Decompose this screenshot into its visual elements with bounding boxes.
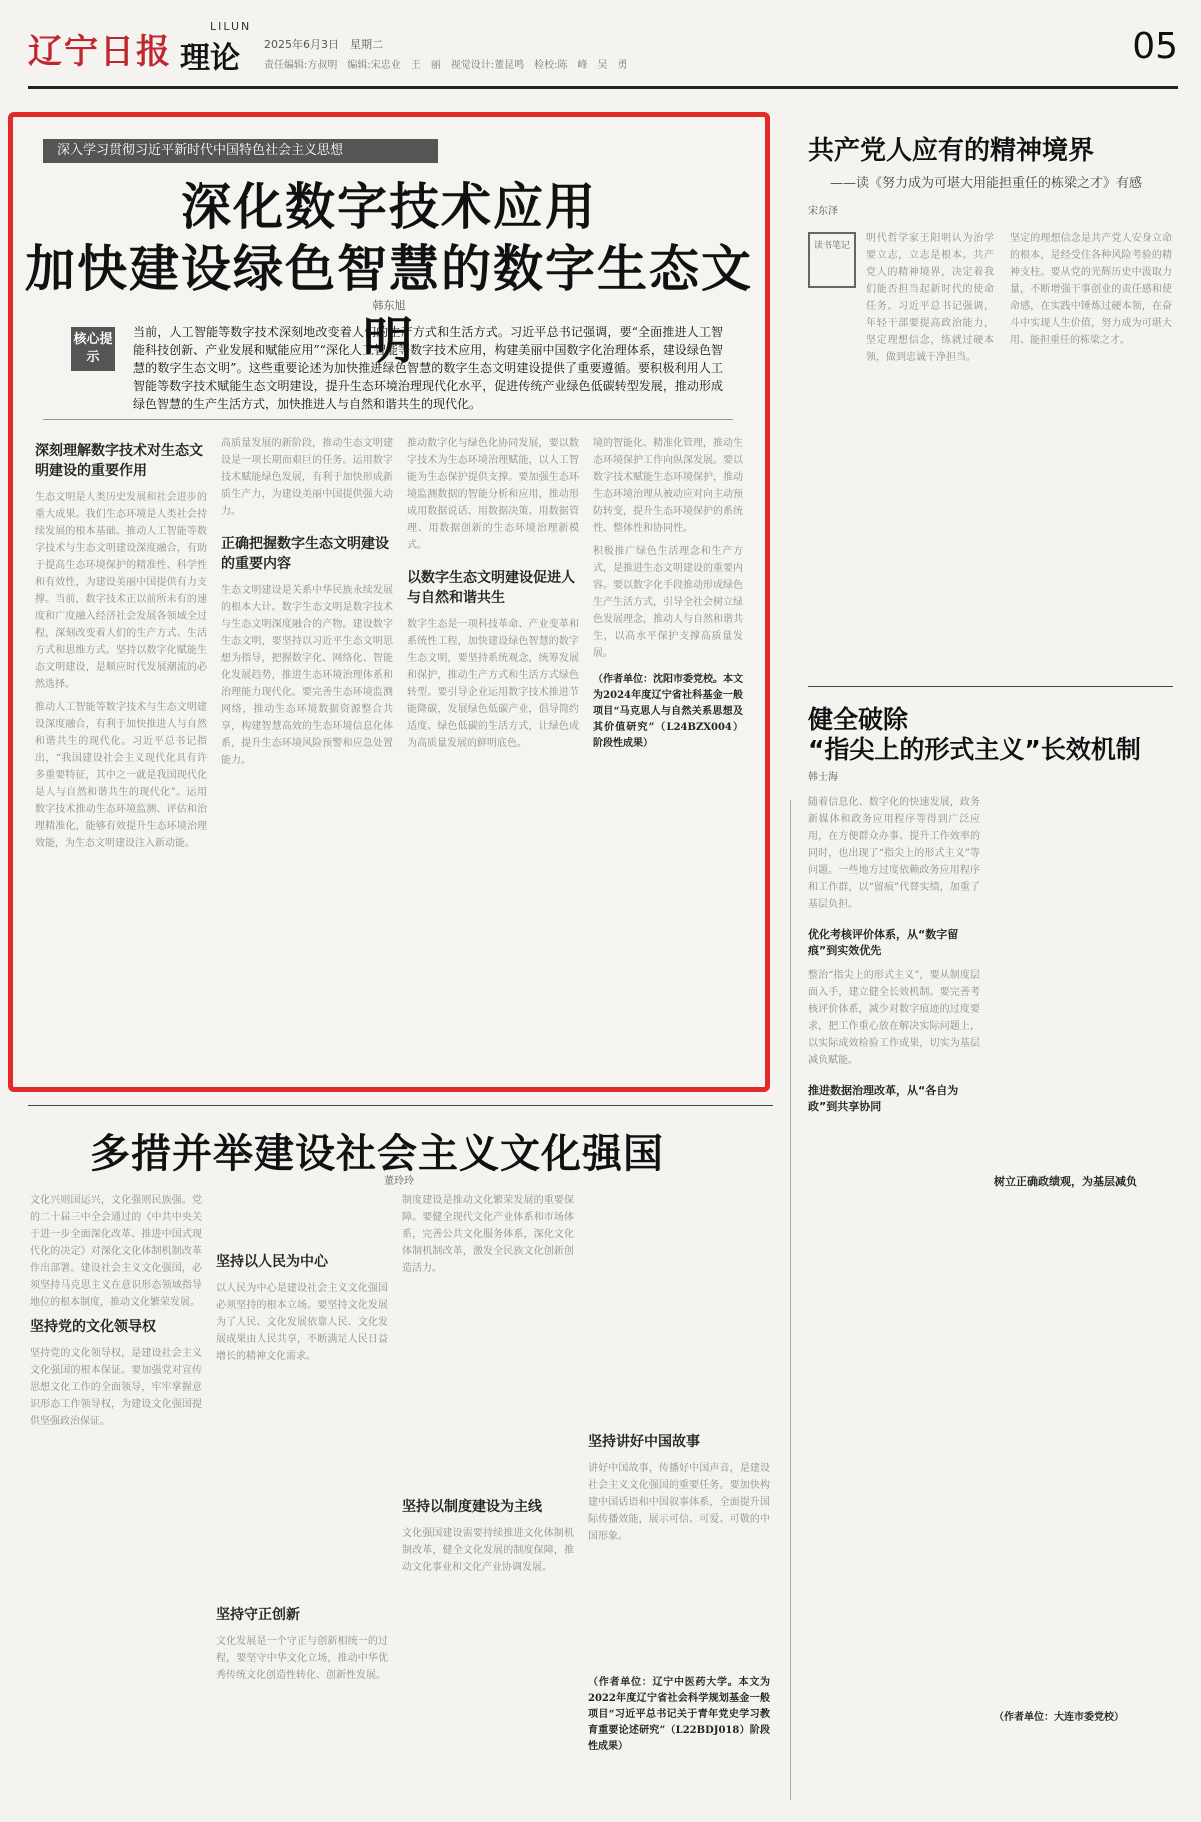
section-en: LILUN [210,20,252,33]
bottom-article-byline: 董玲玲 [384,1176,414,1187]
column-3-text: 推动数字化与绿色化协同发展，要以数字技术为生态环境治理赋能，以人工智能为生态保护提供支撑。要加强生态环境监测数据的智能分析和应用，推动形成用数据说话、用数据决策、用数据管理、用数据创新的生态环境治理新模式。 [407,438,579,551]
core-summary-badge: 核心提示 [71,327,115,371]
right-article-text-1: 明代哲学家王阳明认为治学要立志，立志是根本。共产党人的精神境界，决定着我们能否担当起新时代的使命任务。习近平总书记强调，年轻干部要提高政治能力，坚定理想信念，练就过硬本领，做到忠诚干净担当。 [866,233,994,363]
right-mid-byline: 韩士海 [808,772,838,783]
right-article-text-2: 坚定的理想信念是共产党人安身立命的根本，是经受住各种风险考验的精神支柱。要从党的光辉历史中汲取力量，不断增强干事创业的责任感和使命感，在实践中锤炼过硬本领，在奋斗中实现人生价值，努力成为可堪大用、能担重任的栋梁之才。 [1010,233,1172,346]
reading-notes-badge: 读书笔记 [808,232,856,288]
right-article-subtitle: ——读《努力成为可堪大用能担重任的栋梁之才》有感 [830,176,1143,191]
right-article-byline: 宋东泽 [808,206,838,217]
article-column-2 [221,435,393,1080]
subhead-3: 以数字生态文明建设促进人与自然和谐共生 [407,570,575,606]
column-3b-text: 数字生态是一项科技革命、产业变革和系统性工程，加快建设绿色智慧的数字生态文明，要坚持系统观念，统筹发展和保护，推动生产方式和生活方式绿色转型。要引导企业运用数字技术推进节能降碳，发展绿色低碳产业，倡导简约适度、绿色低碳的生活方式，让绿色成为高质量发展的鲜明底色。 [407,619,579,749]
right-mid-subhead-3: 推进数据治理改革，从“各自为政”到共享协同 [808,1084,959,1113]
right-mid-text-1: 随着信息化、数字化的快速发展，政务新媒体和政务应用程序等得到广泛应用，在方便群众办事、提升工作效率的同时，也出现了“指尖上的形式主义”等问题。一些地方过度依赖政务应用程序和工作群，以“留痕”代替实绩，加重了基层负担。 [808,797,980,910]
core-divider [43,419,733,420]
main-article-footnote: （作者单位：沈阳市委党校。本文为2024年度辽宁省社科基金一般项目“马克思人与自然关系思想及其价值研究”（L24BZX004）阶段性成果） [593,674,743,749]
section-label [180,20,251,77]
right-mid-text-2: 整治“指尖上的形式主义”，要从制度层面入手，建立健全长效机制。要完善考核评价体系，减少对数字痕迹的过度要求，把工作重心放在解决实际问题上，以实际成效检验工作成果，切实为基层减负赋能。 [808,970,980,1066]
headline-line-2: 加快建设绿色智慧的数字生态文明 [25,240,753,370]
bottom-text-4: 文化发展是一个守正与创新相统一的过程，要坚守中华文化立场，推动中华优秀传统文化创造性转化、创新性发展。 [216,1636,388,1681]
column-1b-text: 推动人工智能等数字技术与生态文明建设深度融合，有利于加快推进人与自然和谐共生的现代化。习近平总书记指出，“我国建设社会主义现代化具有许多重要特征，其中之一就是我国现代化是人与自然和谐共生的现代化”。运用数字技术推动生态环境监测、评估和治理精准化，能够有效提升生态环境治理效能，为生态文明建设注入新动能。 [35,702,207,849]
editor-credits: 责任编辑:方叔明 编辑:宋忠业 王 丽 视觉设计:董昆鸣 检校:陈 峰 吴 勇 [264,60,628,71]
bottom-text-5: 制度建设是推动文化繁荣发展的重要保障。要健全现代文化产业体系和市场体系，完善公共文化服务体系，深化文化体制机制改革，激发全民族文化创新创造活力。 [402,1195,574,1274]
newspaper-logo: 辽宁日报 [28,32,172,72]
bottom-text-3: 以人民为中心是建设社会主义文化强国必须坚持的根本立场。要坚持文化发展为了人民、文化发展依靠人民、文化发展成果由人民共享，不断满足人民日益增长的精神文化需求。 [216,1283,388,1362]
bottom-subhead-2: 坚持以人民为中心 [216,1254,328,1270]
right-mid-footnote: （作者单位：大连市委党校） [994,1712,1124,1723]
bottom-column-3 [402,1192,574,1807]
main-article-box [8,112,770,1092]
page-number: 05 [1132,26,1178,67]
section-cn: 理论 [180,41,240,76]
column-1-text: 生态文明是人类历史发展和社会进步的重大成果。我们生态环境是人类社会持续发展的根本基础。推动人工智能等数字技术与生态文明建设深度融合，有助于提高生态环境保护的精准性、科学性和有效性，为建设美丽中国提供有力支撑。当前，数字技术正以前所未有的速度和广度融入经济社会发展各领域全过程，深刻改变着人们的生产方式、生活方式和思维方式。坚持以数字化赋能生态文明建设，是顺应时代发展潮流的必然选择。 [35,492,207,690]
bottom-text-7: 讲好中国故事，传播好中国声音，是建设社会主义文化强国的重要任务。要加快构建中国话语和中国叙事体系，全面提升国际传播效能，展示可信、可爱、可敬的中国形象。 [588,1463,770,1542]
article-kicker: 深入学习贯彻习近平新时代中国特色社会主义思想 [43,139,438,163]
bottom-column-1 [30,1192,202,1807]
right-mid-title-line-1: 健全破除 [808,705,909,734]
right-mid-title-line-2: “指尖上的形式主义”长效机制 [808,735,1141,764]
header-rule [28,86,1178,89]
article-column-4 [593,435,743,1080]
right-mid-subhead-2: 树立正确政绩观，为基层减负 [994,1175,1137,1188]
bottom-article-title: 多措并举建设社会主义文化强国 [90,1131,664,1177]
bottom-subhead-5: 坚持讲好中国故事 [588,1434,700,1450]
bottom-subhead-3: 坚持守正创新 [216,1607,300,1623]
bottom-divider [28,1105,773,1106]
column-4b-text: 积极推广绿色生活理念和生产方式，是推进生态文明建设的重要内容。要以数字化手段推动形成绿色生产生活方式，引导全社会树立绿色发展理念，推动人与自然和谐共生，以高水平保护支撑高质量发展。 [593,546,743,659]
right-mid-column-2 [994,794,1172,1799]
bottom-text-6: 文化强国建设需要持续推进文化体制机制改革，健全文化发展的制度保障，推动文化事业和文化产业协调发展。 [402,1528,574,1573]
core-summary-text: 当前，人工智能等数字技术深刻地改变着人们的生产方式和生活方式。习近平总书记强调，要“全面推进人工智能科技创新、产业发展和赋能应用”“深化人工智能等数字技术应用，构建美丽中国数字化治理体系，建设绿色智慧的数字生态文明”。这些重要论述为加快推进绿色智慧的数字生态文明建设提供了重要遵循。要积极利用人工智能等数字技术赋能生态文明建设，提升生态环境治理现代化水平，促进传统产业绿色低碳转型发展，推动形成绿色智慧的生产生活方式，加快推进人与自然和谐共生的现代化。 [133,325,723,411]
right-article-title: 共产党人应有的精神境界 [808,136,1095,166]
column-2-text: 高质量发展的新阶段，推动生态文明建设是一项长期而艰巨的任务。运用数字技术赋能绿色发展，有利于加快形成新质生产力，为建设美丽中国提供强大动力。 [221,438,393,517]
column-divider [790,800,791,1800]
article-column-3 [407,435,579,1080]
right-mid-subhead-1: 优化考核评价体系，从“数字留痕”到实效优先 [808,928,959,957]
subhead-2: 正确把握数字生态文明建设的重要内容 [221,536,389,572]
column-4-text: 境的智能化、精准化管理，推动生态环境保护工作向纵深发展。要以数字技术赋能生态环境保护，推动生态环境治理从被动应对向主动预防转变，提升生态环境保护的系统性、整体性和协同性。 [593,438,743,534]
right-article-column-1 [866,230,994,675]
bottom-column-2 [216,1192,388,1807]
bottom-text-1: 文化兴则国运兴，文化强则民族强。党的二十届三中全会通过的《中共中央关于进一步全面深化改革、推进中国式现代化的决定》对深化文化体制机制改革作出部署。建设社会主义文化强国，必须坚持马克思主义在意识形态领域指导地位的根本制度，推动文化繁荣发展。 [30,1195,202,1308]
bottom-column-4 [588,1192,770,1807]
article-byline: 韩东旭 [372,299,406,312]
right-mid-column-1 [808,794,980,1799]
bottom-subhead-4: 坚持以制度建设为主线 [402,1499,542,1515]
bottom-footnote: （作者单位：辽宁中医药大学。本文为2022年度辽宁省社会科学规划基金一般项目“习近平总书记关于青年党史学习教育重要论述研究”（L22BDJ018）阶段性成果） [588,1677,770,1752]
right-divider [808,686,1173,687]
bottom-text-2: 坚持党的文化领导权，是建设社会主义文化强国的根本保证。要加强党对宣传思想文化工作的全面领导，牢牢掌握意识形态工作领导权，为建设文化强国提供坚强政治保证。 [30,1348,202,1427]
issue-date: 2025年6月3日 星期二 [264,38,383,51]
right-article-column-2 [1010,230,1172,675]
subhead-1: 深刻理解数字技术对生态文明建设的重要作用 [35,443,203,479]
article-column-1 [35,435,207,1080]
bottom-subhead-1: 坚持党的文化领导权 [30,1319,156,1335]
column-2b-text: 生态文明建设是关系中华民族永续发展的根本大计。数字生态文明是数字技术与生态文明深度融合的产物。建设数字生态文明，要坚持以习近平生态文明思想为指导，把握数字化、网络化、智能化发展趋势，推进生态环境治理体系和治理能力现代化。要完善生态环境监测网络，推动生态环境数据资源整合共享，构建智慧高效的生态环境信息化体系，提升生态环境风险预警和应急处置能力。 [221,585,393,766]
headline-line-1: 深化数字技术应用 [181,178,597,236]
masthead [28,20,1178,82]
